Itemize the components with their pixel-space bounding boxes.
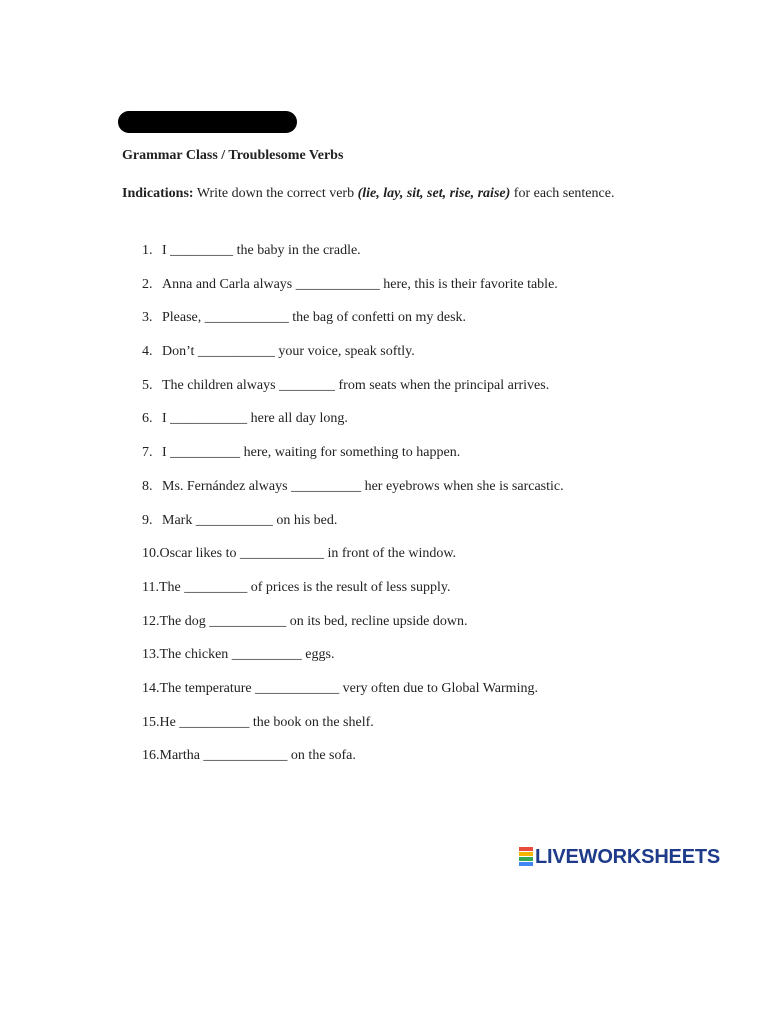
exercise-sentence: Martha ____________ on the sofa. — [159, 748, 356, 764]
liveworksheets-logo-icon — [519, 847, 533, 867]
logo-bar-green — [519, 857, 533, 861]
exercise-sentence: I ___________ here all day long. — [162, 411, 348, 427]
exercise-sentence: The temperature ____________ very often due to Global Warming. — [159, 680, 538, 696]
exercise-item — [142, 478, 564, 512]
exercise-sentence: The _________ of prices is the result of less supply. — [158, 579, 451, 595]
exercise-item — [142, 714, 564, 748]
exercise-sentence: I __________ here, waiting for something to happen. — [162, 445, 461, 461]
exercise-sentence: I _________ the baby in the cradle. — [162, 243, 361, 258]
exercise-item — [142, 276, 564, 310]
logo-bar-red — [519, 847, 533, 851]
exercise-number: 13. — [142, 647, 160, 663]
exercise-sentence: Don’t ___________ your voice, speak softly. — [162, 344, 415, 360]
exercise-item — [142, 242, 564, 276]
exercise-sentence: Anna and Carla always ____________ here, this is their favorite table. — [162, 276, 558, 292]
logo-bar-yellow — [519, 852, 533, 856]
instructions-label: Indications: — [122, 186, 194, 201]
exercise-item — [142, 680, 564, 714]
exercise-item — [142, 579, 564, 613]
exercise-item — [142, 747, 564, 781]
exercise-item — [142, 646, 564, 680]
instructions-text-after: for each sentence. — [510, 186, 615, 201]
exercise-item — [142, 444, 564, 478]
exercise-list — [142, 242, 564, 781]
instructions-paragraph — [122, 181, 645, 207]
exercise-number: 3. — [142, 310, 153, 326]
exercise-item — [142, 309, 564, 343]
exercise-number: 8. — [142, 478, 153, 494]
exercise-sentence: The children always ________ from seats when the principal arrives. — [162, 377, 550, 393]
exercise-item — [142, 377, 564, 411]
exercise-number: 14. — [142, 680, 160, 696]
exercise-number: 4. — [142, 344, 153, 360]
instructions-text-before: Write down the correct verb — [193, 186, 358, 201]
exercise-sentence: The dog ___________ on its bed, recline upside down. — [159, 613, 468, 629]
exercise-item — [142, 545, 564, 579]
redacted-name-bar — [118, 111, 297, 133]
exercise-item — [142, 613, 564, 647]
exercise-number: 5. — [142, 377, 153, 393]
exercise-number: 16. — [142, 748, 160, 764]
exercise-number: 1. — [142, 243, 153, 258]
exercise-sentence: The chicken __________ eggs. — [159, 647, 335, 663]
exercise-sentence: He __________ the book on the shelf. — [159, 714, 374, 730]
exercise-sentence: Mark ___________ on his bed. — [162, 512, 338, 528]
exercise-number: 11. — [142, 579, 159, 595]
liveworksheets-logo — [519, 846, 720, 868]
exercise-number: 6. — [142, 411, 153, 427]
exercise-number: 7. — [142, 445, 153, 461]
exercise-number: 2. — [142, 276, 153, 292]
verb-options: (lie, lay, sit, set, rise, raise) — [357, 186, 511, 201]
logo-bar-blue — [519, 862, 533, 866]
exercise-number: 9. — [142, 512, 153, 528]
exercise-number: 12. — [142, 613, 160, 629]
exercise-sentence: Ms. Fernández always __________ her eyebrows when she is sarcastic. — [162, 478, 564, 494]
brand-name: LIVEWORKSHEETS — [535, 845, 720, 868]
exercise-sentence: Oscar likes to ____________ in front of the window. — [159, 546, 457, 562]
exercise-number: 15. — [142, 714, 160, 730]
exercise-item — [142, 410, 564, 444]
exercise-sentence: Please, ____________ the bag of confetti on my desk. — [162, 310, 467, 326]
page-title: Grammar Class / Troublesome Verbs — [122, 148, 344, 163]
exercise-item — [142, 512, 564, 546]
exercise-number: 10. — [142, 546, 160, 562]
exercise-item — [142, 343, 564, 377]
